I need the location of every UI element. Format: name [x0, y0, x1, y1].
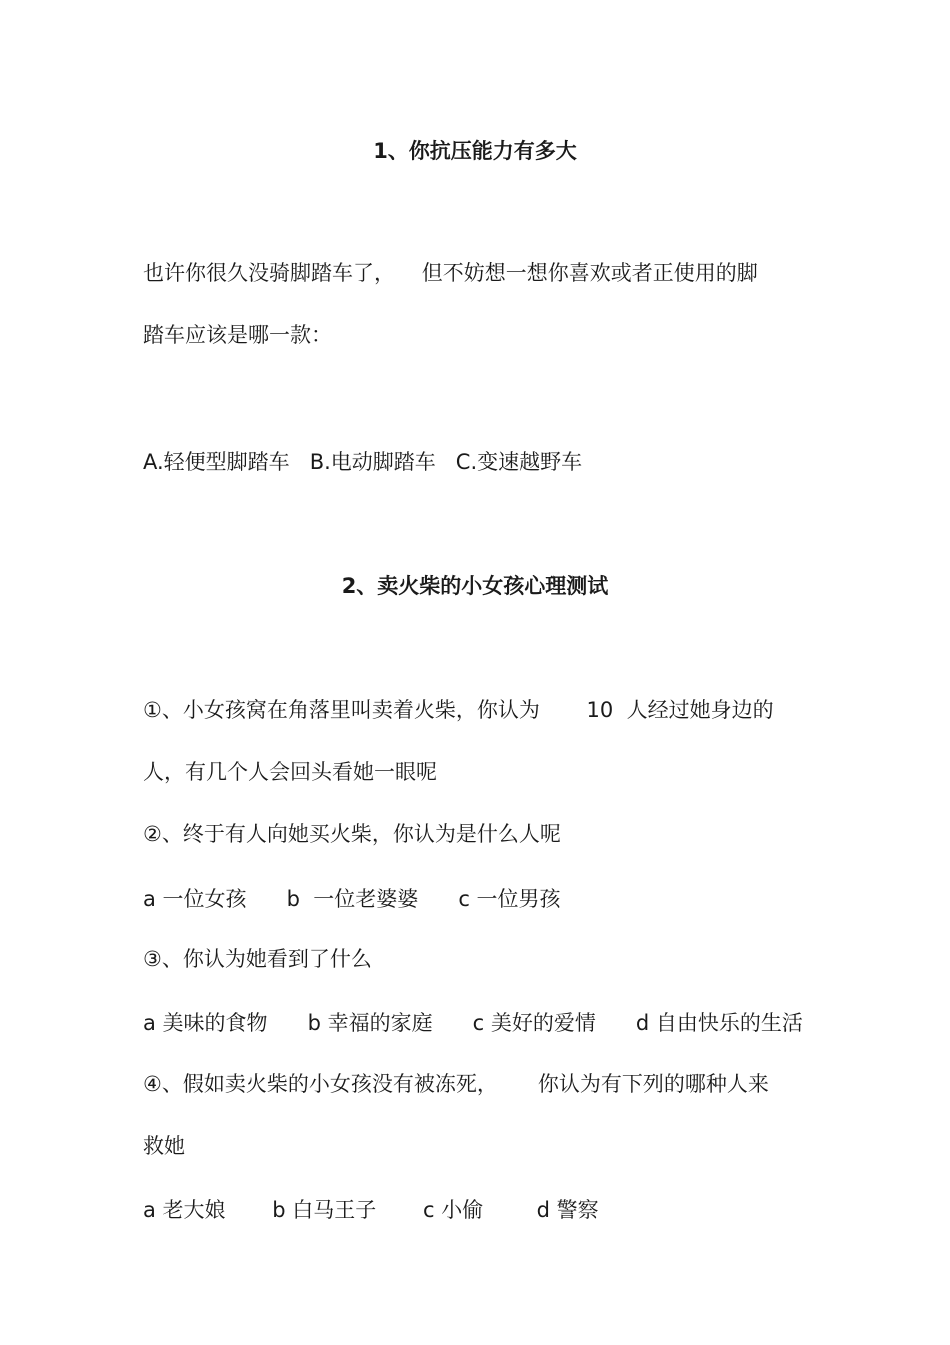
section2-q4-line1: ④、假如卖火柴的小女孩没有被冻死， 你认为有下列的哪种人来	[143, 1072, 769, 1096]
section1-question-line1: 也许你很久没骑脚踏车了， 但不妨想一想你喜欢或者正使用的脚	[143, 261, 758, 285]
section2-q4-options: a 老大娘 b 白马王子 c 小偷 d 警察	[143, 1198, 599, 1222]
section2-q2: ②、终于有人向她买火柴，你认为是什么人呢	[143, 822, 561, 846]
section1-title: 1、你抗压能力有多大	[373, 139, 577, 163]
section2-q3: ③、你认为她看到了什么	[143, 947, 372, 971]
section2-q4-line2: 救她	[143, 1134, 185, 1158]
section1-question-line2: 踏车应该是哪一款：	[143, 323, 332, 347]
section2-q1-line2: 人，有几个人会回头看她一眼呢	[143, 760, 437, 784]
section2-title: 2、卖火柴的小女孩心理测试	[341, 574, 609, 598]
section2-q2-options: a 一位女孩 b 一位老婆婆 c 一位男孩	[143, 887, 561, 911]
section1-options: A.轻便型脚踏车 B.电动脚踏车 C.变速越野车	[143, 450, 583, 474]
section2-q3-options: a 美味的食物 b 幸福的家庭 c 美好的爱情 d 自由快乐的生活	[143, 1011, 803, 1035]
section2-q1-line1: ①、小女孩窝在角落里叫卖着火柴，你认为 10 人经过她身边的	[143, 698, 774, 722]
